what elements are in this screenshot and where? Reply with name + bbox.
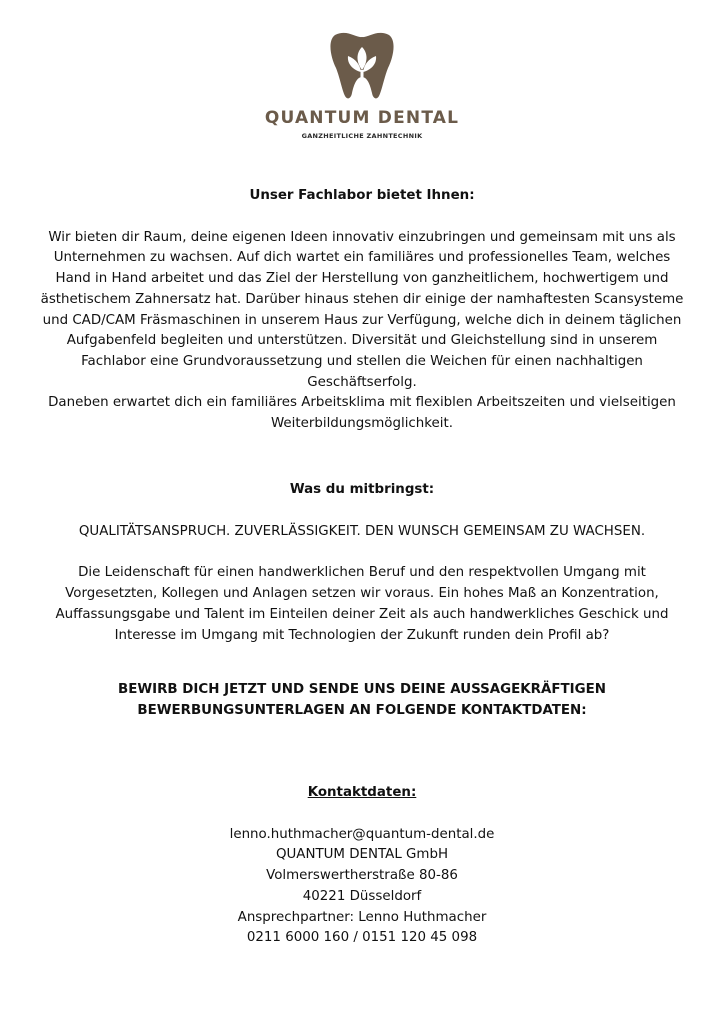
offer-paragraph: Wir bieten dir Raum, deine eigenen Ideen innovativ einzubringen und gemeinsam mit uns als Unternehmen zu wachsen. Auf dich wartet ein familiäres und professionelles Team, welches Hand in Hand arbeitet und das Ziel der Herstellung von ganzheitlichem, hochwertigem und ästhetischem Zahnersatz hat. Darüber hinaus stehen dir einige der namhaftesten Scansysteme und CAD/CAM Fräsmaschinen in unserem Haus zur Verfügung, welche dich in deinem täglichen Aufgabenfeld begleiten und unterstützen. Diversität und Gleichstellung sind in unserem Fachlabor eine Grundvoraussetzung und stellen die Weichen für einen nachhaltigen Geschäftserfolg. xyxy=(40,229,684,390)
offer-section xyxy=(36,186,688,435)
offer-heading: Unser Fachlabor bietet Ihnen: xyxy=(249,188,475,203)
contact-company: QUANTUM DENTAL GmbH xyxy=(275,847,449,863)
contact-street: Volmerswertherstraße 80-86 xyxy=(266,868,458,884)
requirements-paragraph: Die Leidenschaft für einen handwerklichen Beruf und den respektvollen Umgang mit Vorgesetzten, Kollegen und Anlagen setzen wir voraus. Ein hohes Maß an Konzentration, Auffassungsgabe und Talent im Einteilen deiner Zeit als auch handwerkliches Geschick und Interesse im Umgang mit Technologien der Zukunft runden dein Profil ab? xyxy=(55,565,669,643)
contact-email[interactable]: lenno.huthmacher@quantum-dental.de xyxy=(229,826,495,842)
requirements-heading: Was du mitbringst: xyxy=(289,482,435,497)
brand-tagline: GANZHEITLICHE ZAHNTECHNIK xyxy=(301,132,423,140)
contact-section xyxy=(36,783,688,949)
contact-person: Ansprechpartner: Lenno Huthmacher xyxy=(237,909,487,925)
cta-line-2: BEWERBUNGSUNTERLAGEN AN FOLGENDE KONTAKTDATEN: xyxy=(137,702,587,718)
requirements-section xyxy=(36,480,688,646)
contact-heading: Kontaktdaten: xyxy=(307,785,417,800)
brand-name: QUANTUM DENTAL xyxy=(264,108,460,128)
call-to-action xyxy=(36,680,688,721)
requirements-tagline: QUALITÄTSANSPRUCH. ZUVERLÄSSIGKEIT. DEN WUNSCH GEMEINSAM ZU WACHSEN. xyxy=(78,523,646,539)
company-logo xyxy=(0,30,724,140)
tooth-with-lotus-icon xyxy=(329,30,395,100)
offer-paragraph-2: Daneben erwartet dich ein familiäres Arbeitsklima mit flexiblen Arbeitszeiten und vielseitigen Weiterbildungsmöglichkeit. xyxy=(48,395,676,432)
contact-phone[interactable]: 0211 6000 160 / 0151 120 45 098 xyxy=(246,930,478,946)
contact-city: 40221 Düsseldorf xyxy=(302,888,422,904)
cta-line-1: BEWIRB DICH JETZT UND SENDE UNS DEINE AUSSAGEKRÄFTIGEN xyxy=(118,682,606,697)
